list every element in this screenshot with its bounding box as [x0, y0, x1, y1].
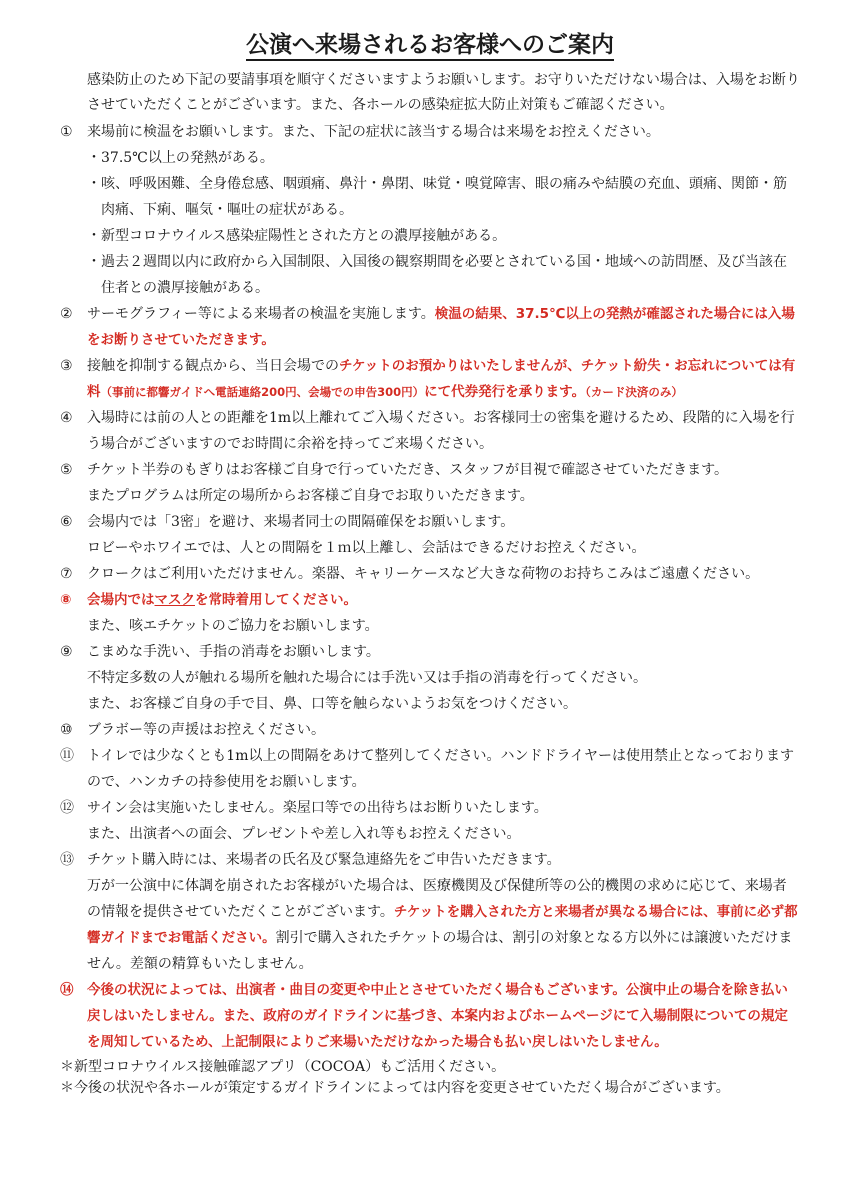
- list-item-13: [60, 847, 800, 977]
- item-number: ⑦: [60, 566, 73, 582]
- item-number: ⑧: [60, 592, 72, 608]
- warning-text: にて代券発行を承ります。: [424, 384, 586, 400]
- item-text: 会場内では「3密」を避け、来場者同士の間隔確保をお願いします。: [87, 514, 515, 530]
- warning-text: チケットのお預かりはいたしませんが、チケット紛失・お忘れについては有料: [87, 358, 796, 400]
- fee-note: （事前に都響ガイドへ電話連絡200円、会場での申告300円）: [100, 385, 425, 399]
- footnote: ＊ 新型コロナウイルス接触確認アプリ（COCOA）もご活用ください。: [60, 1059, 506, 1075]
- footnotes: [60, 1057, 800, 1099]
- item-number: ①: [60, 124, 73, 140]
- notice-document: [60, 30, 800, 1099]
- item-text: クロークはご利用いただけません。楽器、キャリーケースなど大きな荷物のお持ちこみはご遠慮ください。: [87, 566, 760, 582]
- list-item-1: [60, 119, 800, 301]
- list-item-12: [60, 795, 800, 847]
- item-text: また、お客様ご自身の手で目、鼻、口等を触らないようお気をつけください。: [87, 696, 577, 712]
- intro-paragraph: 感染防止のため下記の要請事項を順守くださいますようお願いします。お守りいただけない場合は、入場をお断りさせていただくことがございます。また、各ホールの感染症拡大防止対策もご確認ください。: [87, 72, 800, 113]
- warning-text: チケットを購入された方と来場者が異なる場合には、事前に必ず都響ガイドまでお電話ください。: [87, 904, 798, 946]
- item-number: ⑫: [60, 800, 74, 816]
- list-item-5: [60, 457, 800, 509]
- item-text: 会場内ではマスクを常時着用してください。: [87, 592, 357, 608]
- item-number: ⑤: [60, 462, 73, 478]
- item-text: チケット購入時には、来場者の氏名及び緊急連絡先をご申告いただきます。: [87, 852, 561, 868]
- item-number: ②: [60, 306, 73, 322]
- symptom-bullet: ・ 新型コロナウイルス感染症陽性とされた方との濃厚接触がある。: [87, 228, 507, 244]
- item-text: サーモグラフィー等による来場者の検温を実施します。検温の結果、37.5℃以上の発熱が確認された場合には入場をお断りさせていただきます。: [87, 306, 795, 348]
- item-text: また、出演者への面会、プレゼントや差し入れ等もお控えください。: [87, 826, 521, 842]
- warning-text: 検温の結果、37.5℃以上の発熱が確認された場合には入場をお断りさせていただきます。: [87, 306, 795, 348]
- mask-keyword: マスク: [154, 592, 195, 608]
- item-number: ⑨: [60, 644, 73, 660]
- list-item-3: [60, 353, 800, 405]
- footnote: ＊ 今後の状況や各ホールが策定するガイドラインによっては内容を変更させていただく場合がございます。: [60, 1080, 730, 1096]
- list-item-7: [60, 561, 800, 587]
- item-text: サイン会は実施いたしません。楽屋口等での出待ちはお断りいたします。: [87, 800, 548, 816]
- list-item-14: [60, 977, 800, 1055]
- payment-note: （カード決済のみ）: [585, 385, 683, 399]
- warning-text: 今後の状況によっては、出演者・曲目の変更や中止とさせていただく場合もございます。公演中止の場合を除き払い戻しはいたしません。また、政府のガイドラインに基づき、本案内およびホームページにて入場制限についての規定を周知しているため、上記制限によりご来場いただけなかった場合も払い戻しはいたしません。: [87, 982, 788, 1050]
- item-text: 万が一公演中に体調を崩されたお客様がいた場合は、医療機関及び保健所等の公的機関の求めに応じて、来場者の情報を提供させていただくことがございます。チケットを購入された方と来場者が異なる場合には、事前に必ず都響ガイドまでお電話ください。割引で購入されたチケットの場合は、割引の対象となる方以外には譲渡いただけません。差額の精算もいたしません。: [87, 878, 798, 972]
- list-item-6: [60, 509, 800, 561]
- item-text: また、咳エチケットのご協力をお願いします。: [87, 618, 379, 634]
- item-number: ⑩: [60, 722, 73, 738]
- list-item-11: [60, 743, 800, 795]
- symptom-bullet: ・ 過去２週間以内に政府から入国制限、入国後の観察期間を必要とされている国・地域への訪問歴、及び当該在住者との濃厚接触がある。: [87, 254, 787, 296]
- item-text: 入場時には前の人との距離を1m以上離れてご入場ください。お客様同士の密集を避けるため、段階的に入場を行う場合がございますのでお時間に余裕を持ってご来場ください。: [87, 410, 795, 452]
- symptom-bullet: ・ 咳、呼吸困難、全身倦怠感、咽頭痛、鼻汁・鼻閉、味覚・嗅覚障害、眼の痛みや結膜の充血、頭痛、関節・筋肉痛、下痢、嘔気・嘔吐の症状がある。: [87, 176, 787, 218]
- list-item-10: [60, 717, 800, 743]
- item-text: ブラボー等の声援はお控えください。: [87, 722, 325, 738]
- item-number: ③: [60, 358, 73, 374]
- item-number: ⑥: [60, 514, 73, 530]
- item-number: ④: [60, 410, 73, 426]
- list-item-2: [60, 301, 800, 353]
- item-text: こまめな手洗い、手指の消毒をお願いします。: [87, 644, 380, 660]
- item-text: 接触を抑制する観点から、当日会場でのチケットのお預かりはいたしませんが、チケット紛失・お忘れについては有料（事前に都響ガイドへ電話連絡200円、会場での申告300円）にて代券発行を承ります。（カード決済のみ）: [87, 358, 796, 400]
- item-text: トイレでは少なくとも1m以上の間隔をあけて整列してください。ハンドドライヤーは使用禁止となっておりますので、ハンカチの持参使用をお願いします。: [87, 748, 795, 790]
- item-text: 来場前に検温をお願いします。また、下記の症状に該当する場合は来場をお控えください。: [87, 124, 660, 140]
- item-number: ⑪: [60, 748, 74, 764]
- page-title: 公演へ来場されるお客様へのご案内: [60, 30, 800, 60]
- item-text: 不特定多数の人が触れる場所を触れた場合には手洗い又は手指の消毒を行ってください。: [87, 670, 647, 686]
- item-text: チケット半券のもぎりはお客様ご自身で行っていただき、スタッフが目視で確認させていただきます。: [87, 462, 729, 478]
- item-text: ロビーやホワイエでは、人との間隔を１ｍ以上離し、会話はできるだけお控えください。: [87, 540, 646, 556]
- symptom-bullet: ・ 37.5℃以上の発熱がある。: [87, 150, 274, 166]
- item-number: ⑭: [60, 982, 74, 998]
- list-item-4: [60, 405, 800, 457]
- item-number: ⑬: [60, 852, 74, 868]
- item-text: またプログラムは所定の場所からお客様ご自身でお取りいただきます。: [87, 488, 534, 504]
- list-item-8: [60, 587, 800, 639]
- list-item-9: [60, 639, 800, 717]
